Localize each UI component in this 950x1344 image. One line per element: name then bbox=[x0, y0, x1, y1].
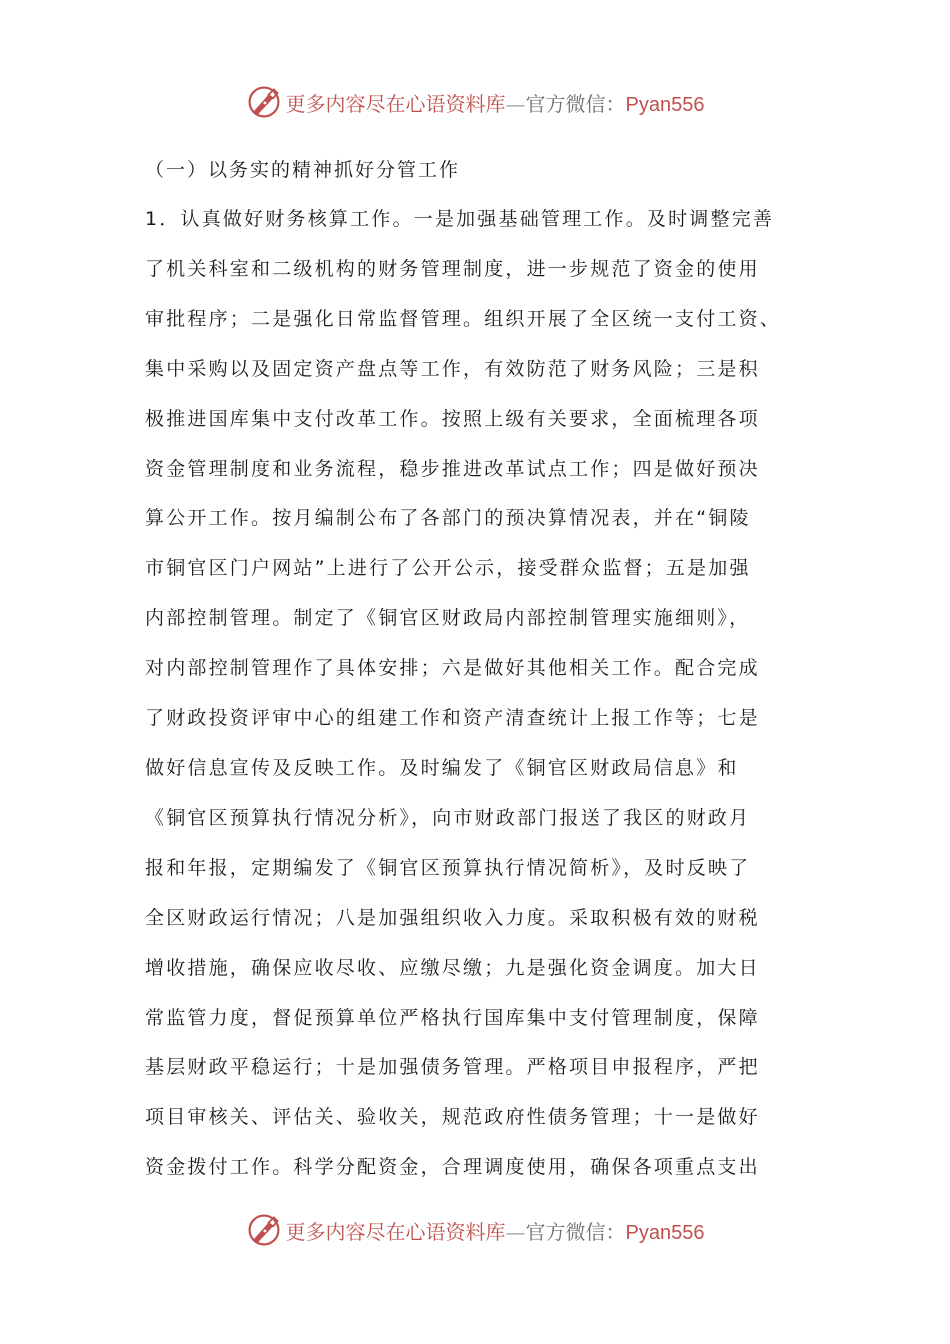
watermark-text bbox=[286, 88, 705, 117]
pen-nib-logo-icon bbox=[246, 84, 282, 120]
section-heading: （一）以务实的精神抓好分管工作 bbox=[145, 159, 461, 181]
watermark-wechat-label: 官方微信： bbox=[525, 91, 626, 116]
paragraph-line: 常监管力度，督促预算单位严格执行国库集中支付管理制度，保障 bbox=[145, 1006, 760, 1029]
paragraph-line: 对内部控制管理作了具体安排；六是做好其他相关工作。配合完成 bbox=[145, 657, 760, 680]
watermark-wechat-label: 官方微信： bbox=[525, 1219, 626, 1244]
paragraph-line: 全区财政运行情况；八是加强组织收入力度。采取积极有效的财税 bbox=[145, 906, 760, 929]
paragraph-line: 资金拨付工作。科学分配资金，合理调度使用，确保各项重点支出 bbox=[145, 1156, 760, 1179]
pen-nib-logo-icon bbox=[246, 1212, 282, 1248]
paragraph-line: 1．认真做好财务核算工作。一是加强基础管理工作。及时调整完善 bbox=[145, 208, 775, 230]
paragraph-line: 增收措施，确保应收尽收、应缴尽缴；九是强化资金调度。加大日 bbox=[145, 956, 760, 979]
watermark-separator: — bbox=[505, 1219, 526, 1244]
paragraph-line: 算公开工作。按月编制公布了各部门的预决算情况表，并在“铜陵 bbox=[145, 507, 751, 530]
paragraph-line: 资金管理制度和业务流程，稳步推进改革试点工作；四是做好预决 bbox=[145, 457, 760, 480]
watermark-banner-top bbox=[0, 82, 950, 122]
paragraph-line: 集中采购以及固定资产盘点等工作，有效防范了财务风险；三是积 bbox=[145, 357, 760, 380]
watermark-brand: 更多内容尽在心语资料库 bbox=[285, 91, 506, 116]
watermark-wechat-id: Pyan556 bbox=[625, 93, 705, 116]
paragraph-line: 基层财政平稳运行；十是加强债务管理。严格项目申报程序，严把 bbox=[145, 1056, 760, 1079]
watermark-brand: 更多内容尽在心语资料库 bbox=[285, 1219, 506, 1244]
document-body bbox=[145, 145, 813, 1193]
paragraph-line: 审批程序；二是强化日常监督管理。组织开展了全区统一支付工资、 bbox=[145, 307, 782, 330]
watermark-separator: — bbox=[505, 91, 526, 116]
paragraph-line: 了机关科室和二级机构的财务管理制度，进一步规范了资金的使用 bbox=[145, 257, 760, 280]
watermark-text bbox=[286, 1216, 705, 1245]
paragraph-line: 报和年报，定期编发了《铜官区预算执行情况简析》，及时反映了 bbox=[145, 856, 751, 879]
watermark-wechat-id: Pyan556 bbox=[625, 1221, 705, 1244]
paragraph-line: 做好信息宣传及反映工作。及时编发了《铜官区财政局信息》和 bbox=[145, 756, 739, 779]
paragraph-line: 极推进国库集中支付改革工作。按照上级有关要求，全面梳理各项 bbox=[145, 407, 760, 430]
paragraph-line: 项目审核关、评估关、验收关，规范政府性债务管理；十一是做好 bbox=[145, 1106, 760, 1129]
paragraph-line: 市铜官区门户网站”上进行了公开公示，接受群众监督；五是加强 bbox=[145, 557, 751, 580]
paragraph-line: 《铜官区预算执行情况分析》，向市财政部门报送了我区的财政月 bbox=[145, 806, 751, 829]
paragraph-line: 了财政投资评审中心的组建工作和资产清查统计上报工作等；七是 bbox=[145, 707, 760, 730]
watermark-banner-bottom bbox=[0, 1210, 950, 1250]
paragraph-line: 内部控制管理。制定了《铜官区财政局内部控制管理实施细则》， bbox=[145, 607, 751, 630]
